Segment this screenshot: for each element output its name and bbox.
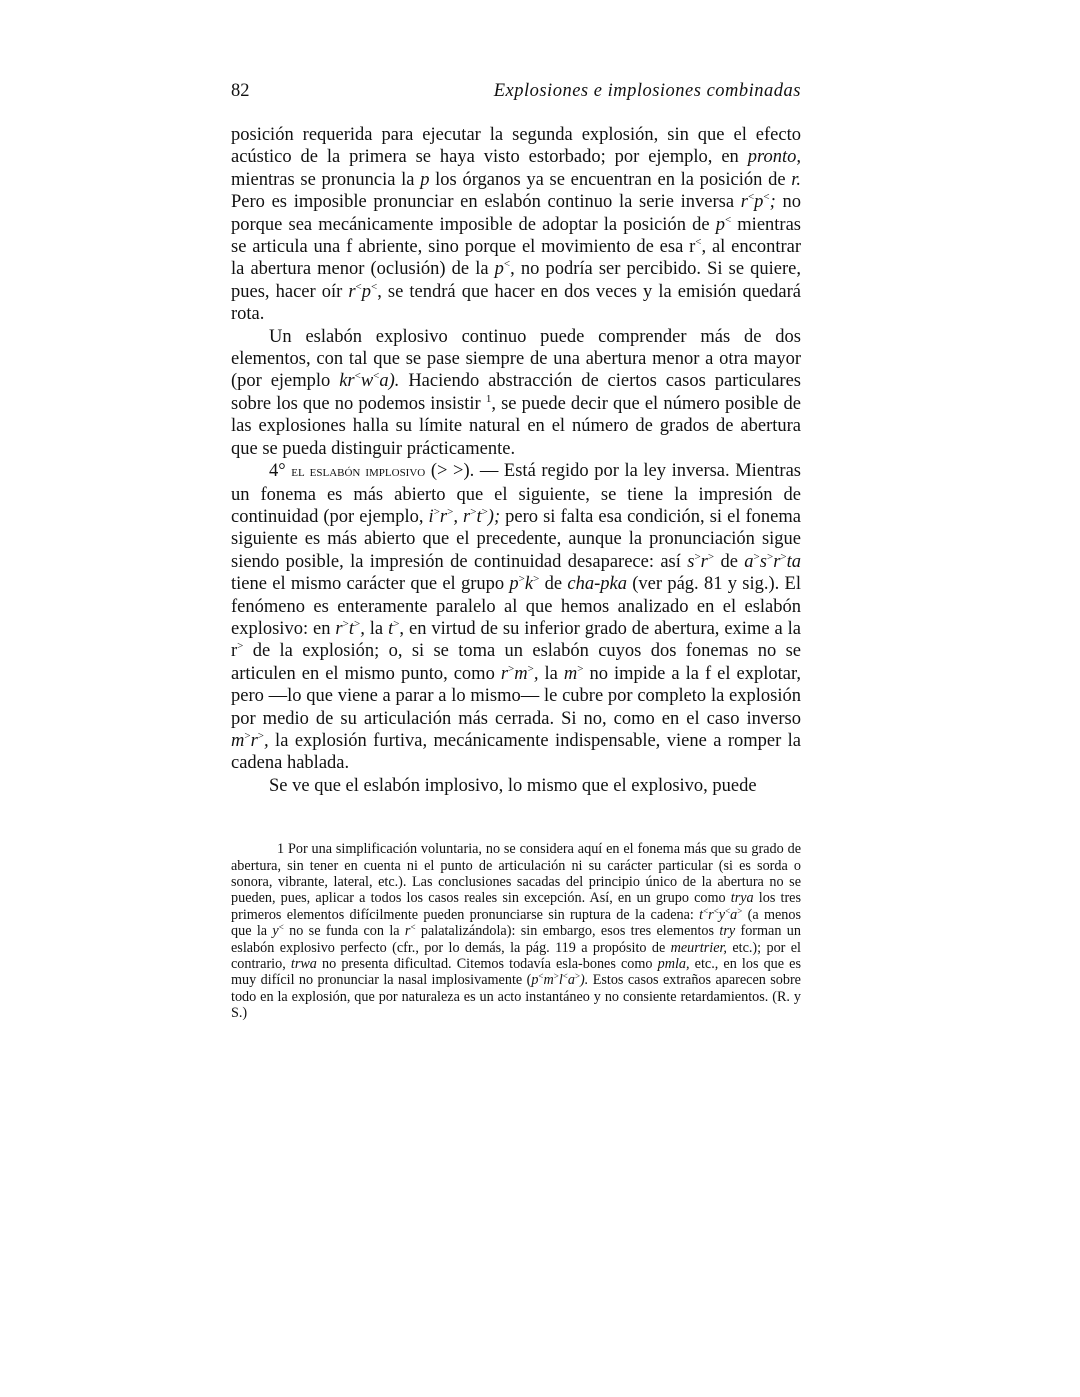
italic-run: m [231, 730, 245, 751]
text-run: Un eslabón explosivo continuo puede comprender más de dos elementos, con tal que se pase siempre de una abertura menor a otra mayor (por ejemplo [231, 326, 801, 392]
aperture-mark: > [574, 971, 581, 982]
aperture-mark: < [562, 971, 568, 982]
aperture-mark: < [503, 258, 511, 271]
italic-run: t [476, 506, 482, 527]
italic-run: t [348, 618, 354, 639]
italic-run: p [715, 214, 725, 235]
italic-run: p [420, 169, 430, 190]
italic-run: a [730, 906, 738, 923]
aperture-mark: < [371, 280, 378, 293]
italic-run: r [740, 192, 748, 213]
italic-run: p [361, 281, 372, 302]
italic-run: r [348, 281, 356, 302]
italic-run: p [494, 259, 504, 280]
aperture-mark: < [410, 922, 416, 933]
italic-run: w [360, 371, 374, 392]
aperture-mark: < [763, 191, 770, 204]
italic-run: cha-pka [567, 574, 627, 595]
italic-run: p [509, 574, 519, 595]
aperture-mark: > [244, 729, 251, 742]
text-run: la explosión furtiva, mecánicamente indispensable, viene a romper la cadena hablada. [231, 730, 801, 774]
italic-run: , r [453, 506, 471, 527]
italic-run: r [700, 551, 708, 572]
aperture-mark: > [257, 729, 265, 742]
text-run: Se ve que el eslabón implosivo, lo mismo que el explosivo, puede [269, 775, 757, 796]
italic-run: p [531, 972, 539, 989]
aperture-mark: > [533, 573, 540, 586]
italic-run: r. [791, 169, 801, 190]
italic-run: l [558, 972, 563, 989]
paragraph-2 [231, 326, 801, 460]
italic-run: ; [769, 192, 776, 213]
italic-run: y [272, 923, 279, 940]
aperture-mark: < [713, 905, 719, 916]
text-run: los órganos ya se encuentran en la posición de [429, 169, 792, 190]
italic-run: a [567, 972, 575, 989]
aperture-mark: > [518, 573, 525, 586]
italic-run: kr [339, 371, 355, 392]
text-run: no presenta dificultad. Citemos todavía esla-bones como [316, 956, 658, 973]
text-run: etc.); por el contrario, [231, 939, 801, 973]
italic-run: p [754, 192, 764, 213]
aperture-mark: < [747, 191, 755, 204]
aperture-mark: < [278, 922, 284, 933]
text-run: Pero es imposible pronunciar en eslabón continuo la serie inversa [231, 192, 741, 213]
italic-run: r [250, 730, 258, 751]
aperture-mark: < [355, 280, 362, 293]
section-number: 4° [269, 461, 286, 482]
aperture-mark: > [766, 550, 774, 563]
running-title: Explosiones e implosiones combinadas [493, 81, 801, 101]
text-run: Haciendo abstracción de ciertos casos particulares sobre los que no podemos insistir [231, 371, 801, 414]
italic-run: a [744, 551, 754, 572]
aperture-mark: > [707, 550, 715, 563]
aperture-mark: > [481, 505, 488, 518]
italic-run: , [533, 663, 539, 684]
aperture-mark: < [695, 236, 702, 249]
aperture-mark: > [553, 971, 559, 982]
aperture-mark: > [393, 617, 400, 630]
italic-run: r [439, 506, 448, 527]
italic-run: meurtrier, [670, 939, 727, 956]
text-run: pero si falta esa condición, si el fonema siguiente es más abierto que el precedente, aunque la pronunciación sigue siendo posible, la impresión de continuidad desaparece: así [231, 506, 801, 572]
text-run: no impide a la f el explotar, pero —lo que viene a parar a lo mismo— le cubre por completo la explosión por medio de su articulación más cerrada. Si no, como en el caso inverso [231, 663, 802, 729]
paragraph-3 [231, 460, 801, 775]
italic-run: trya [730, 890, 754, 907]
aperture-mark: < [725, 905, 731, 916]
aperture-mark: > [780, 550, 787, 563]
text-run: tiene el mismo carácter que el grupo [231, 574, 510, 595]
text-run: palatalizándola): sin embargo, esos tres elementos [415, 923, 720, 940]
aperture-mark: > [737, 905, 743, 916]
italic-run: pronto, [747, 147, 801, 168]
page-header [231, 78, 801, 104]
aperture-mark: > [527, 662, 534, 675]
footnote-reference[interactable]: 1 [485, 392, 492, 405]
aperture-mark: > [753, 550, 760, 563]
italic-run: ); [487, 506, 501, 527]
text-run: Estos casos extraños aparecen sobre todo en la explosión, que por naturaleza es un acto instantáneo y no consiente retardamientos. (R. y S.) [231, 972, 801, 1022]
aperture-mark: < [373, 370, 380, 383]
italic-run: m [543, 972, 554, 989]
text-run: de la explosión; o, si se toma un eslabón cuyos dos fonemas no se articulen en el mismo punto, como [231, 641, 801, 684]
italic-run: r [335, 618, 343, 639]
text-run: 1 Por una simplificación voluntaria, no se considera aquí en el fonema más que su grado de abertura, sin tener en cuenta ni el punto de articulación ni su carácter particular (si es sorda o sonora, vibrante, lateral, etc.). Las conclusiones sacadas del principio único de la abertura no se pueden, pues, aplicar a todos los casos reales sin excepción. Así, en un grupo como [231, 841, 801, 907]
book-page [231, 78, 801, 1022]
italic-run: trwa [290, 956, 317, 973]
aperture-mark: > [433, 505, 440, 518]
text-run: (> >). — Está regido por la ley inversa. Mientras un fonema es más abierto que el siguiente, se tiene la impresión de continuidad (por ejemplo, [231, 461, 801, 527]
italic-run: k [524, 574, 534, 595]
text-run: de [714, 551, 745, 572]
text-run: mientras se pronuncia la [231, 169, 421, 190]
text-run: de [539, 574, 568, 595]
footnote-text [231, 841, 801, 1021]
italic-run: r [404, 923, 411, 940]
text-run: la [364, 618, 389, 639]
italic-run: ta [786, 551, 801, 572]
italic-run: m [563, 663, 578, 684]
aperture-mark: > [508, 662, 515, 675]
italic-run: a). [379, 371, 400, 392]
aperture-mark: < [538, 971, 544, 982]
italic-run: try [719, 923, 736, 940]
paragraph-4 [231, 775, 801, 797]
italic-run: r [500, 663, 509, 684]
aperture-mark: > [342, 617, 349, 630]
text-run: (a menos que la [231, 906, 801, 940]
aperture-mark: < [703, 905, 709, 916]
italic-run: pmla, [657, 956, 690, 973]
italic-run: i [428, 506, 434, 527]
italic-run: , [360, 618, 365, 639]
text-run: posición requerida para ejecutar la segunda explosión, sin que el efecto acústico de la primera se haya visto estorbado; por ejemplo, en [231, 125, 801, 168]
text-run: no se funda con la [283, 923, 405, 940]
aperture-mark: < [724, 213, 732, 226]
aperture-mark: > [577, 662, 584, 675]
aperture-mark: > [470, 505, 477, 518]
text-run: forman un eslabón explosivo perfecto (cfr., por lo demás, la pág. 119 a propósito de [231, 923, 801, 956]
italic-run: s [687, 551, 695, 572]
italic-run: ). [580, 972, 589, 989]
italic-run: y [718, 906, 726, 923]
text-run: los tres primeros elementos difícilmente pueden pronunciarse sin ruptura de la cadena: [231, 890, 801, 923]
italic-run: s [759, 551, 767, 572]
body-text [231, 124, 801, 797]
italic-run: r [708, 906, 714, 923]
page-number: 82 [231, 81, 250, 101]
text-run: , al encontrar la abertura menor (oclusión) de la [231, 237, 801, 280]
footnote-1 [231, 841, 801, 1021]
text-run: , se tendrá que hacer en dos veces y la emisión quedará rota. [231, 281, 801, 325]
aperture-mark: < [354, 370, 361, 383]
text-run: etc., en los que es muy difícil no pronunciar la nasal implosivamente ( [231, 956, 801, 989]
text-run: , no podría ser percibido. Si se quiere, pues, hacer oír [231, 259, 801, 302]
text-run: la [538, 663, 564, 684]
italic-run: r [773, 551, 781, 572]
italic-run: , [264, 730, 269, 751]
text-run: mientras se articula una f abriente, sino porque el movimiento de esa r [231, 214, 801, 258]
aperture-mark: > [694, 550, 701, 563]
aperture-mark: > [447, 505, 454, 518]
italic-run: m [514, 663, 528, 684]
aperture-mark: > [353, 617, 361, 630]
text-run: (ver pág. 81 y sig.). El fenómeno es enteramente paralelo al que hemos analizado en el eslabón explosivo: en [231, 574, 801, 639]
text-run: no porque sea mecánicamente imposible de adoptar la posición de [231, 192, 802, 235]
paragraph-1 [231, 124, 801, 326]
italic-run: t [699, 906, 704, 923]
italic-run: t [388, 618, 394, 639]
text-run: , en virtud de su inferior grado de abertura, exime a la r [231, 618, 801, 662]
section-heading: el eslabón implosivo [291, 463, 426, 481]
aperture-mark: > [237, 640, 244, 653]
text-run: , se puede decir que el número posible de las explosiones halla su límite natural en el número de grados de abertura que se pueda distinguir prácticamente. [231, 393, 801, 459]
